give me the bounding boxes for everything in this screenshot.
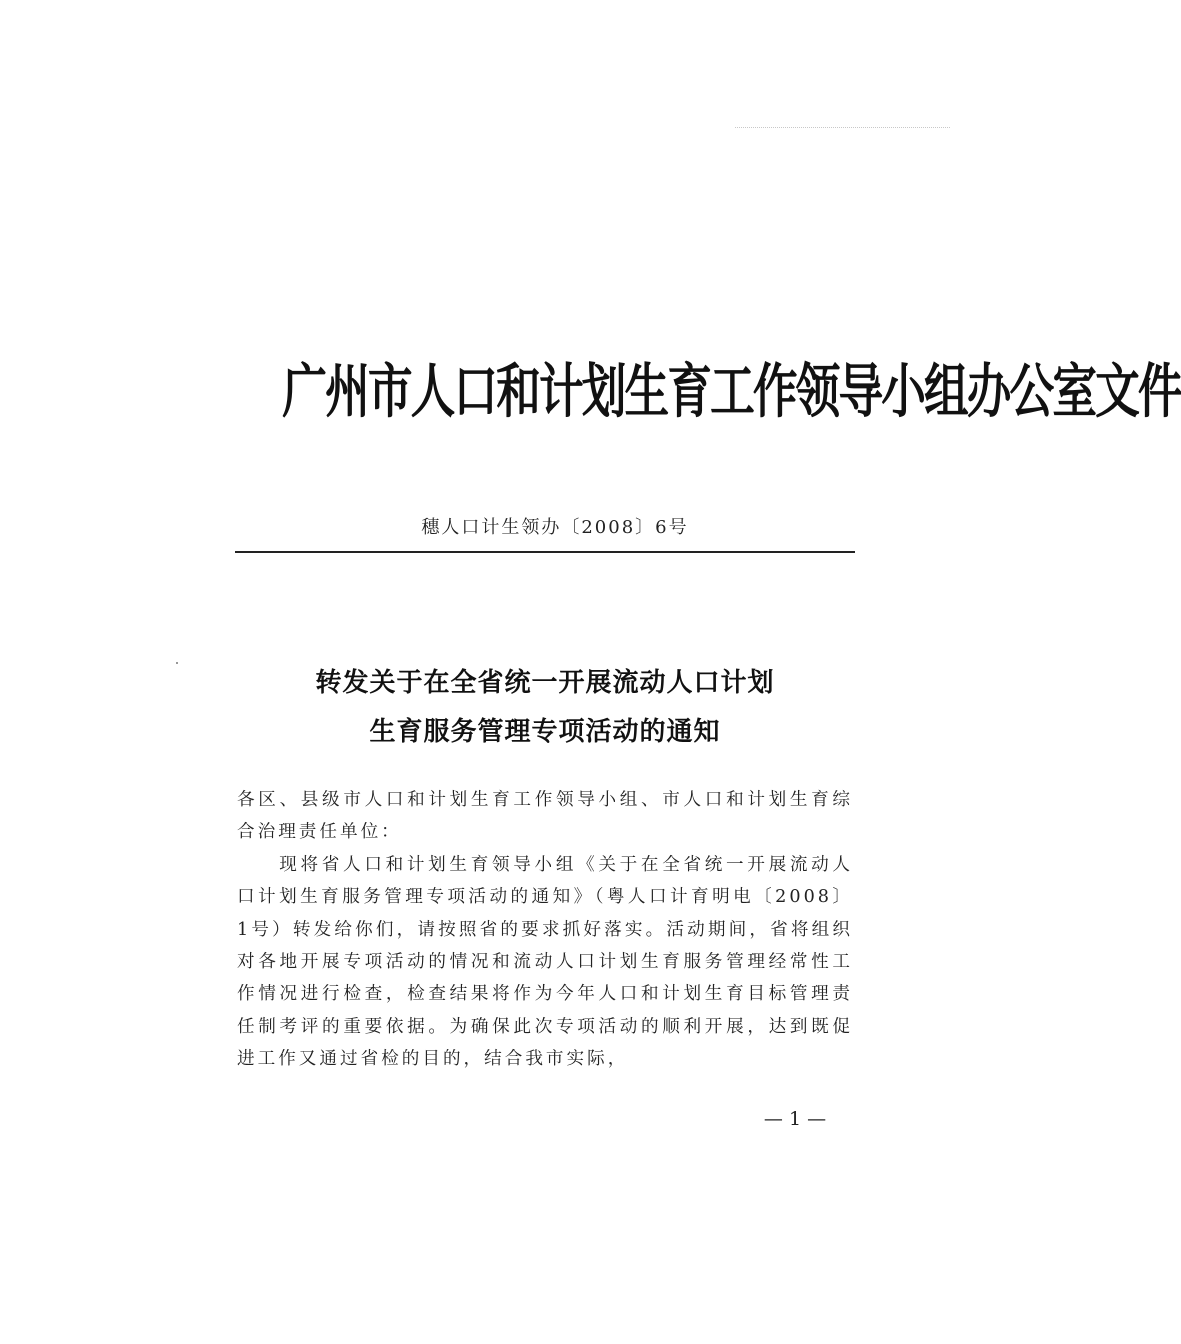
issuer-header-title: 广州市人口和计划生育工作领导小组办公室文件 (282, 357, 1181, 427)
notice-title-line-2: 生育服务管理专项活动的通知 (369, 717, 721, 747)
body-paragraph-1: 现将省人口和计划生育领导小组《关于在全省统一开展流动人口计划生育服务管理专项活动的通知》（粤人口计育明电〔2008〕1号）转发给你们，请按照省的要求抓好落实。活动期间，省将组织对各地开展专项活动的情况和流动人口计划生育服务管理经常性工作情况进行检查，检查结果将作为今年人口和计划生育目标管理责任制考评的重要依据。为确保此次专项活动的顺利开展，达到既促进工作又通过省检的目的，结合我市实际， (237, 854, 853, 1070)
addressee-paragraph: 各区、县级市人口和计划生育工作领导小组、市人口和计划生育综合治理责任单位： (237, 790, 853, 843)
document-number: 穗人口计生领办〔2008〕6号 (421, 517, 689, 538)
header-divider-rule (235, 551, 855, 553)
scan-artifact-dot (176, 662, 178, 664)
scan-artifact-line (735, 127, 950, 128)
page-number: — 1 — (763, 1108, 827, 1130)
notice-title-line-1: 转发关于在全省统一开展流动人口计划 (315, 668, 775, 698)
body-text (237, 784, 853, 1076)
